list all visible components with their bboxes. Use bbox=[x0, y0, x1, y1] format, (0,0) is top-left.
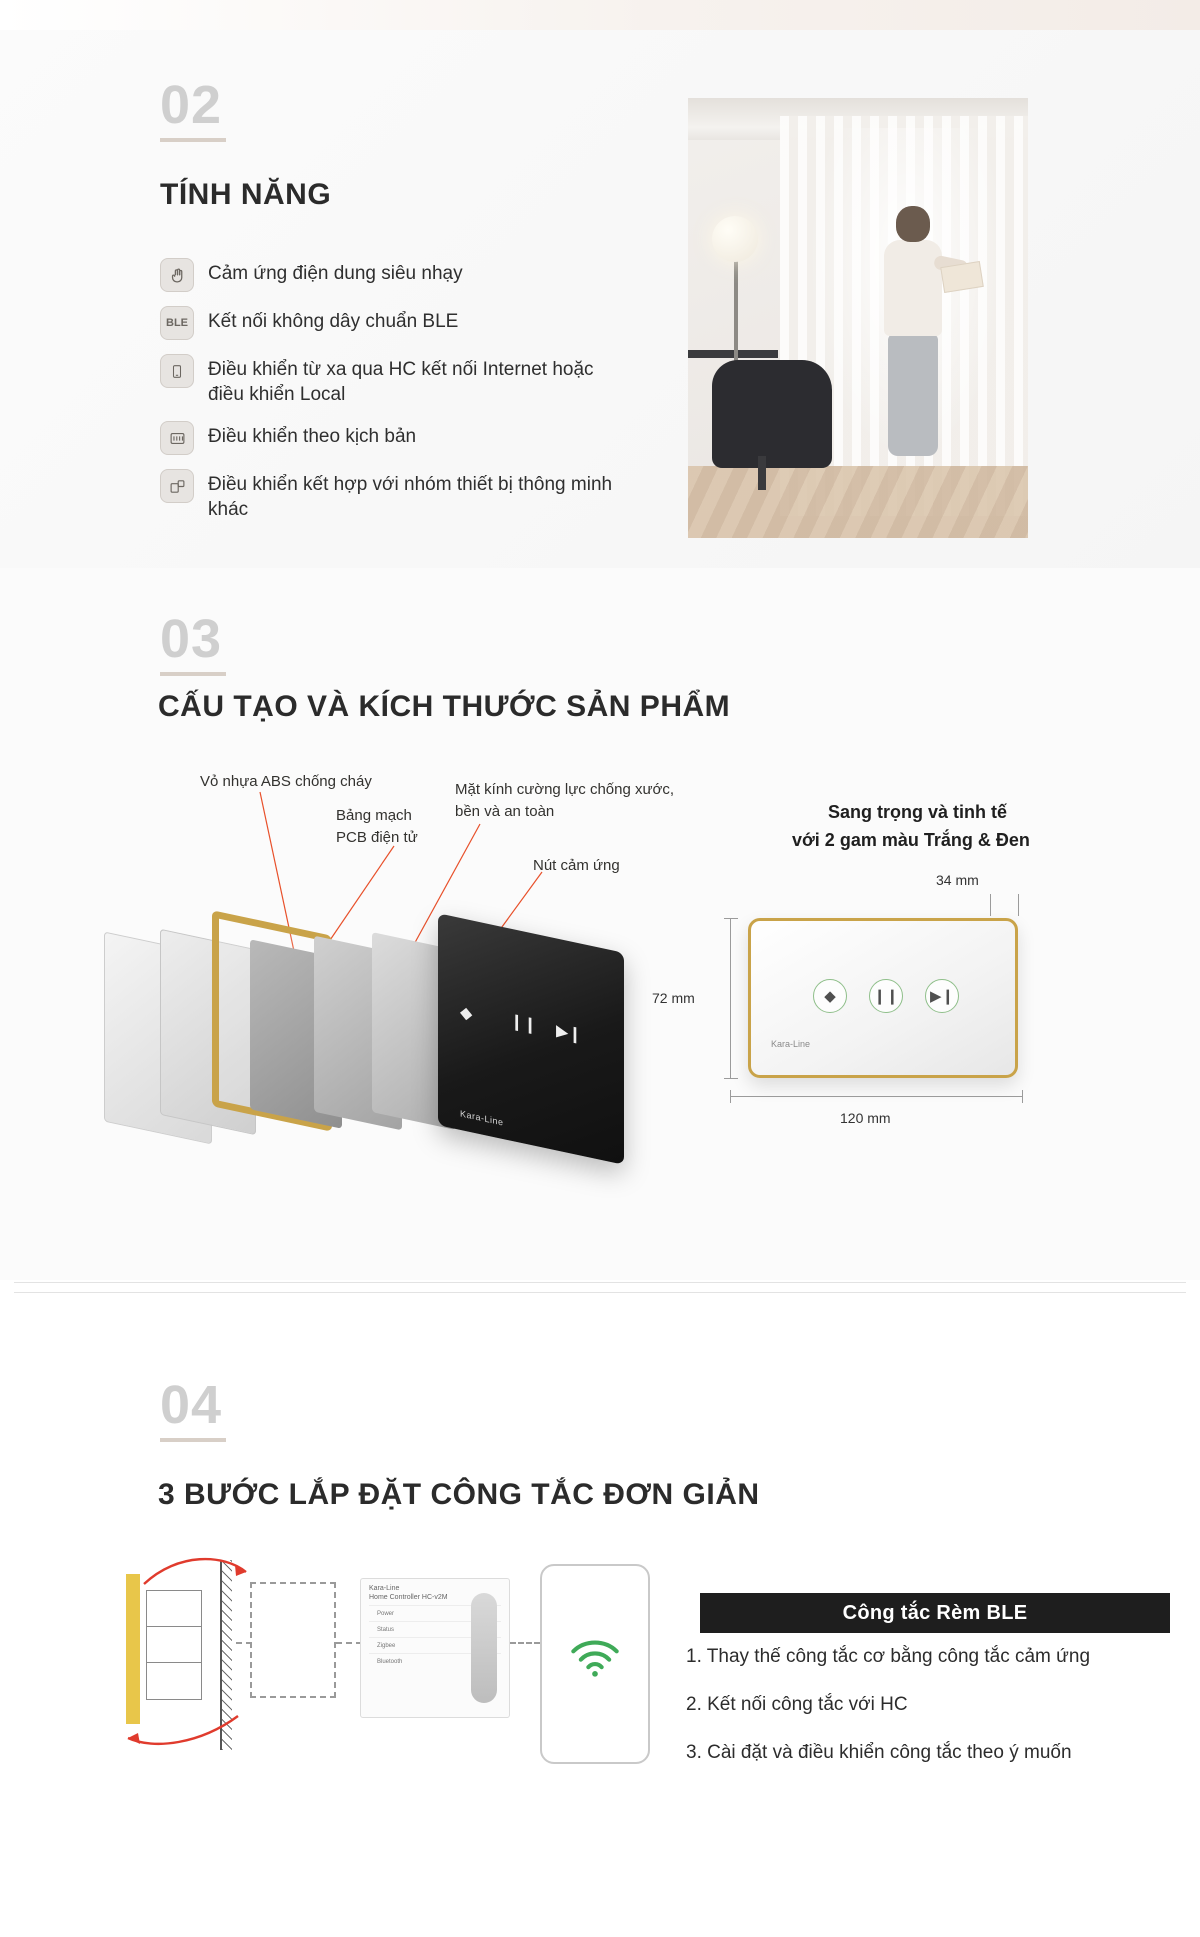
open-icon: ◆ bbox=[813, 979, 847, 1013]
dashed-connector-left bbox=[236, 1642, 252, 1644]
height-dimension-label: 72 mm bbox=[652, 990, 695, 1006]
structure-number: 03 bbox=[160, 609, 223, 669]
hc-status-row: Status bbox=[369, 1621, 501, 1633]
feature-label: Điều khiển từ xa qua HC kết nối Internet hoặc điều khiển Local bbox=[208, 359, 594, 406]
callout-glass-line1: Mặt kính cường lực chống xước, bbox=[455, 781, 675, 798]
photo-chair bbox=[712, 360, 832, 468]
height-dim-line bbox=[730, 918, 731, 1078]
switch-brand-label: Kara-Line bbox=[771, 1039, 811, 1049]
structure-number-block bbox=[160, 609, 226, 676]
hc-status-row: Power bbox=[369, 1605, 501, 1617]
photo-chair-leg bbox=[758, 456, 766, 490]
photo-desk bbox=[688, 350, 778, 358]
height-tick-bottom bbox=[724, 1078, 738, 1079]
structure-number-underline bbox=[160, 672, 226, 676]
touch-hand-icon bbox=[160, 258, 194, 292]
mechanical-switch-graphic bbox=[146, 1590, 202, 1700]
feature-label: Kết nối không dây chuẩn BLE bbox=[208, 311, 459, 332]
callout-pcb-line1: Bảng mạch bbox=[336, 807, 412, 824]
install-number-block bbox=[160, 1375, 226, 1442]
callout-touch-button: Nút cảm ứng bbox=[533, 857, 620, 874]
depth-dimension-label: 34 mm bbox=[936, 872, 979, 888]
install-title: 3 BƯỚC LẮP ĐẶT CÔNG TẮC ĐƠN GIẢN bbox=[158, 1478, 760, 1511]
feature-item bbox=[160, 306, 630, 340]
features-number: 02 bbox=[160, 75, 223, 135]
width-dim-line bbox=[730, 1096, 1022, 1097]
callout-glass-line2: bền và an toàn bbox=[455, 803, 555, 820]
photo-lamp-globe bbox=[712, 216, 758, 262]
close-icon: ▶❙ bbox=[556, 1022, 582, 1045]
hc-led-strip bbox=[471, 1593, 497, 1703]
scenario-icon bbox=[160, 421, 194, 455]
photo-person-body bbox=[884, 240, 942, 336]
arrow-down-red-icon bbox=[120, 1710, 250, 1760]
section-divider-2 bbox=[14, 1292, 1186, 1293]
product-name-banner bbox=[700, 1593, 1170, 1633]
lifestyle-photo bbox=[688, 98, 1028, 538]
section-divider-1 bbox=[14, 1282, 1186, 1283]
callout-abs-case: Vỏ nhựa ABS chống cháy bbox=[200, 773, 372, 790]
open-icon: ◆ bbox=[460, 1003, 473, 1024]
wifi-icon bbox=[568, 1638, 622, 1678]
feature-label: Cảm ứng điện dung siêu nhạy bbox=[208, 263, 463, 284]
photo-floor bbox=[688, 466, 1028, 538]
top-gradient-strip bbox=[0, 0, 1200, 30]
width-dimension-label: 120 mm bbox=[840, 1110, 891, 1126]
feature-item bbox=[160, 354, 630, 407]
features-number-block bbox=[160, 75, 226, 142]
product-brand-label: Kara-Line bbox=[460, 1108, 504, 1128]
hc-status-row: Bluetooth bbox=[369, 1653, 501, 1665]
remote-phone-icon bbox=[160, 354, 194, 388]
exploded-product-view bbox=[100, 905, 660, 1235]
luxury-text-line2: với 2 gam màu Trắng & Đen bbox=[792, 830, 1030, 850]
feature-label: Điều khiển kết hợp với nhóm thiết bị thông minh khác bbox=[208, 474, 613, 521]
product-name-label: Công tắc Rèm BLE bbox=[842, 1601, 1028, 1624]
feature-item bbox=[160, 258, 630, 292]
luxury-text-line1: Sang trọng và tinh tế bbox=[828, 802, 1008, 822]
hc-brand-label: Kara-Line bbox=[369, 1585, 400, 1592]
feature-item bbox=[160, 421, 630, 455]
feature-label: Điều khiển theo kịch bản bbox=[208, 426, 417, 448]
white-switch-product bbox=[748, 918, 1018, 1078]
structure-title: CẤU TẠO VÀ KÍCH THƯỚC SẢN PHẨM bbox=[158, 690, 731, 723]
home-controller-device bbox=[360, 1578, 510, 1718]
install-step-2: 2. Kết nối công tắc với HC bbox=[686, 1694, 908, 1715]
features-number-underline bbox=[160, 138, 226, 142]
width-tick-right bbox=[1022, 1090, 1023, 1103]
feature-item bbox=[160, 469, 630, 522]
dashed-connector-right bbox=[510, 1642, 540, 1644]
hc-model-label: Home Controller HC-v2M bbox=[369, 1594, 448, 1601]
hc-status-row: Zigbee bbox=[369, 1637, 501, 1649]
ble-icon bbox=[160, 306, 194, 340]
pause-icon: ❙❙ bbox=[510, 1012, 537, 1036]
arrow-up-red-icon bbox=[138, 1554, 258, 1600]
depth-tick-right bbox=[1018, 894, 1019, 916]
new-switch-placeholder bbox=[250, 1582, 336, 1698]
install-number-underline bbox=[160, 1438, 226, 1442]
install-steps-illustration bbox=[110, 1560, 670, 1780]
install-number: 04 bbox=[160, 1375, 223, 1435]
install-step-3: 3. Cài đặt và điều khiển công tắc theo ý muốn bbox=[686, 1742, 1072, 1763]
install-step-1: 1. Thay thế công tắc cơ bằng công tắc cảm ứng bbox=[686, 1646, 1091, 1667]
photo-person-head bbox=[896, 206, 930, 242]
features-title: TÍNH NĂNG bbox=[160, 178, 332, 211]
width-tick-left bbox=[730, 1090, 731, 1103]
group-device-icon bbox=[160, 469, 194, 503]
close-icon: ▶❙ bbox=[925, 979, 959, 1013]
height-tick-top bbox=[724, 918, 738, 919]
callout-pcb-line2: PCB điện tử bbox=[336, 829, 418, 846]
dashed-connector-mid bbox=[336, 1642, 362, 1644]
depth-tick-left bbox=[990, 894, 991, 916]
pause-icon: ❙❙ bbox=[869, 979, 903, 1013]
ble-icon-text: BLE bbox=[166, 317, 188, 329]
dimension-drawing bbox=[652, 872, 1120, 1200]
photo-person-legs bbox=[888, 334, 938, 456]
features-list bbox=[160, 258, 630, 536]
features-section bbox=[0, 30, 1200, 568]
tempered-glass-panel-part bbox=[438, 913, 624, 1165]
